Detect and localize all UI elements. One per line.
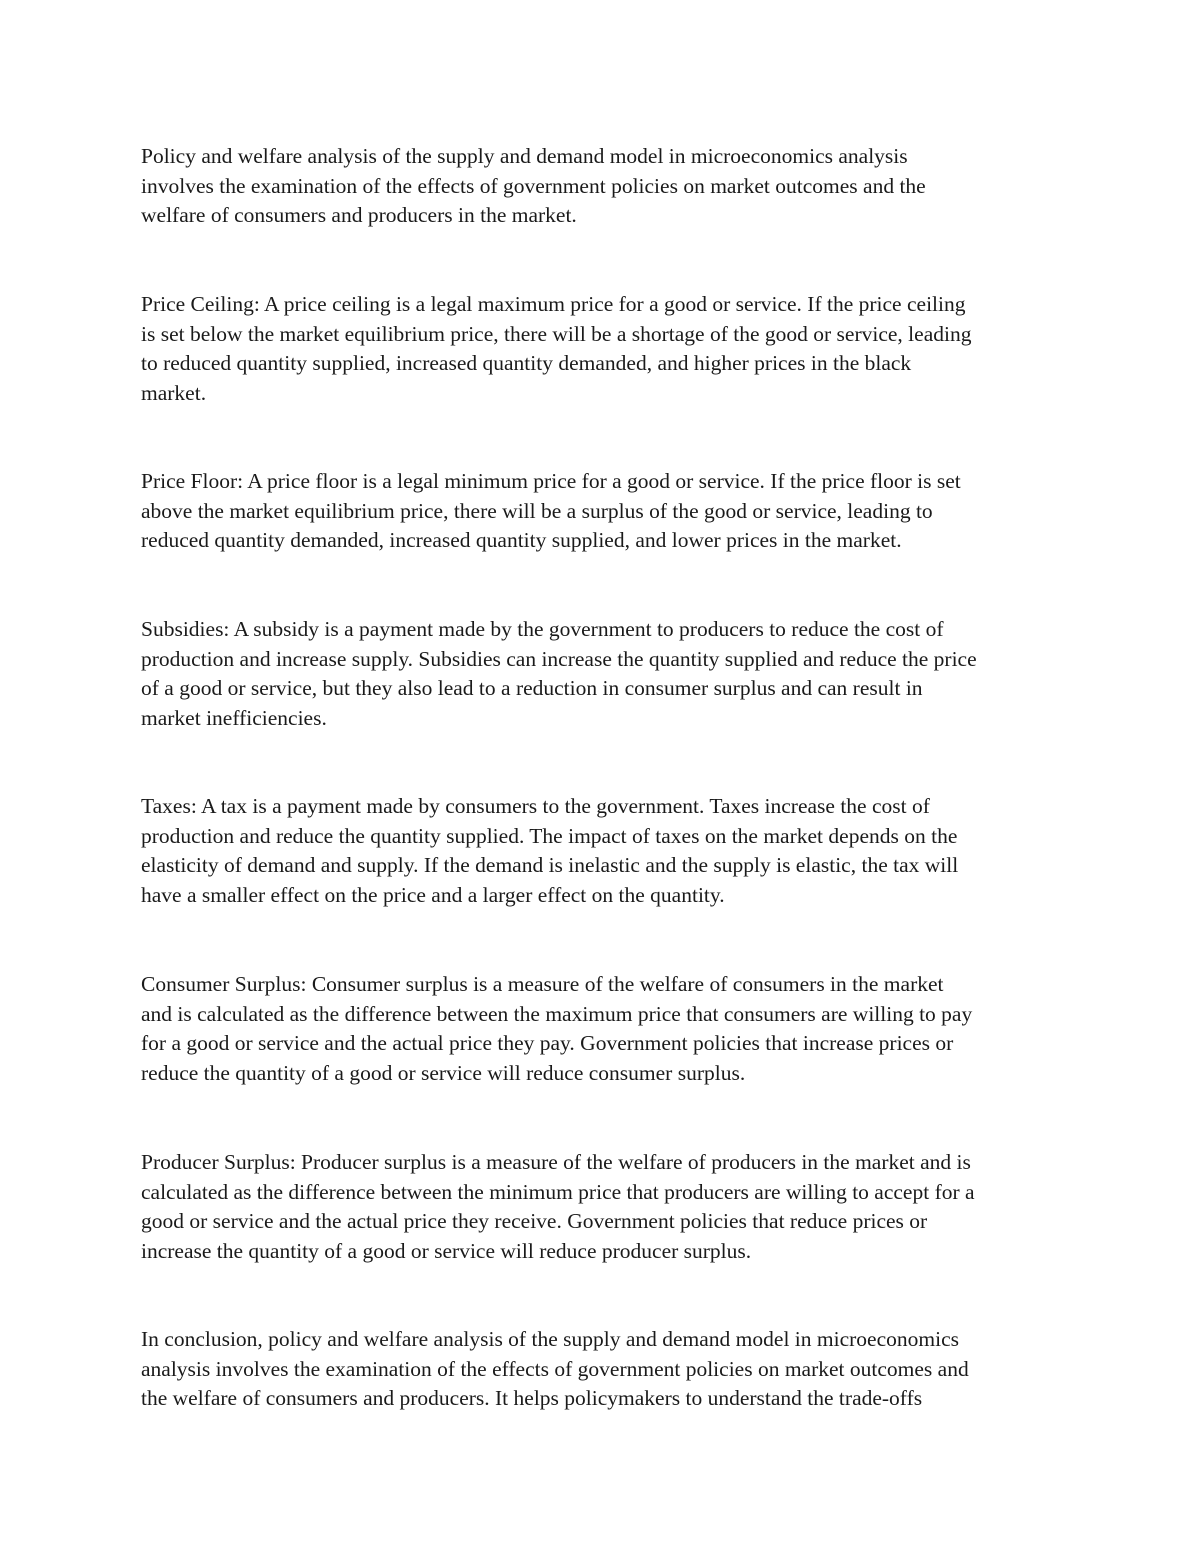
text-line: calculated as the difference between the minimum price that producers are willing to accept for a bbox=[141, 1179, 975, 1204]
text-line: analysis involves the examination of the effects of government policies on market outcomes and bbox=[141, 1356, 969, 1381]
text-line: reduce the quantity of a good or service will reduce consumer surplus. bbox=[141, 1060, 746, 1085]
paragraph-subsidies bbox=[141, 615, 1071, 733]
text-line: above the market equilibrium price, there will be a surplus of the good or service, leading to bbox=[141, 498, 933, 523]
text-line: Producer Surplus: Producer surplus is a measure of the welfare of producers in the market and is bbox=[141, 1150, 971, 1174]
text-line: welfare of consumers and producers in the market. bbox=[141, 203, 577, 227]
text-line: production and increase supply. Subsidies can increase the quantity supplied and reduce the price bbox=[141, 646, 977, 671]
text-line: involves the examination of the effects of government policies on market outcomes and the bbox=[141, 173, 926, 198]
text-line: the welfare of consumers and producers. It helps policymakers to understand the trade-offs bbox=[141, 1386, 923, 1410]
text-line: Taxes: A tax is a payment made by consumers to the government. Taxes increase the cost of bbox=[141, 794, 930, 818]
text-line: Consumer Surplus: Consumer surplus is a measure of the welfare of consumers in the market bbox=[141, 972, 944, 996]
text-line: of a good or service, but they also lead to a reduction in consumer surplus and can result in bbox=[141, 676, 923, 700]
text-line: elasticity of demand and supply. If the demand is inelastic and the supply is elastic, the tax will bbox=[141, 853, 959, 877]
text-line: have a smaller effect on the price and a larger effect on the quantity. bbox=[141, 882, 725, 907]
paragraph-price-floor bbox=[141, 467, 1071, 556]
text-line: increase the quantity of a good or service will reduce producer surplus. bbox=[141, 1238, 752, 1263]
paragraph-intro bbox=[141, 142, 1071, 231]
paragraph-producer-surplus bbox=[141, 1148, 1071, 1266]
text-line: reduced quantity demanded, increased quantity supplied, and lower prices in the market. bbox=[141, 528, 902, 552]
text-line: market inefficiencies. bbox=[141, 705, 327, 730]
text-line: In conclusion, policy and welfare analysis of the supply and demand model in microeconomics bbox=[141, 1327, 959, 1351]
text-line: Price Ceiling: A price ceiling is a legal maximum price for a good or service. If the price ceiling bbox=[141, 292, 966, 316]
paragraph-price-ceiling bbox=[141, 290, 1071, 408]
text-line: Subsidies: A subsidy is a payment made by the government to producers to reduce the cost of bbox=[141, 617, 944, 641]
text-line: market. bbox=[141, 380, 207, 405]
text-line: is set below the market equilibrium price, there will be a shortage of the good or service, leading bbox=[141, 321, 972, 346]
text-line: good or service and the actual price they receive. Government policies that reduce prices or bbox=[141, 1209, 928, 1233]
text-line: and is calculated as the difference between the maximum price that consumers are willing to pay bbox=[141, 1001, 973, 1026]
paragraph-consumer-surplus bbox=[141, 970, 1071, 1088]
text-line: production and reduce the quantity supplied. The impact of taxes on the market depends on the bbox=[141, 823, 958, 848]
paragraph-taxes bbox=[141, 792, 1071, 910]
text-line: Price Floor: A price floor is a legal minimum price for a good or service. If the price floor is set bbox=[141, 469, 961, 493]
text-line: for a good or service and the actual price they pay. Government policies that increase prices or bbox=[141, 1031, 954, 1055]
text-line: Policy and welfare analysis of the supply and demand model in microeconomics analysis bbox=[141, 144, 908, 168]
paragraph-conclusion bbox=[141, 1325, 1071, 1414]
text-line: to reduced quantity supplied, increased quantity demanded, and higher prices in the black bbox=[141, 351, 912, 375]
